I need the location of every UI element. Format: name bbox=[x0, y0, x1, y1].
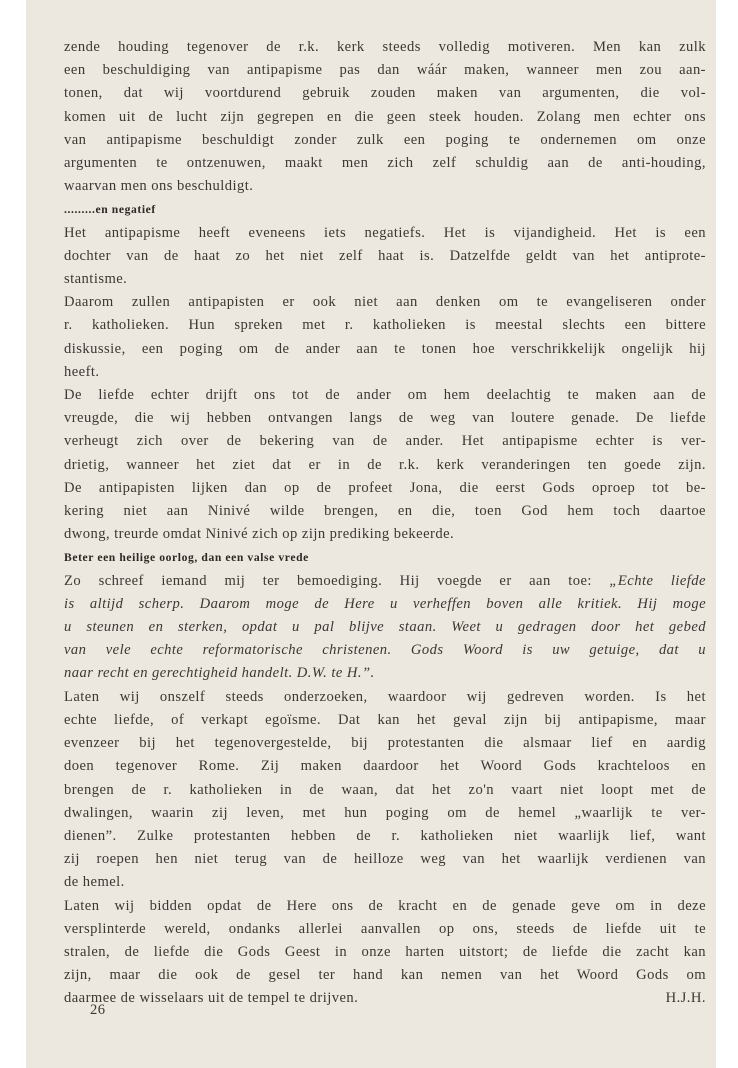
text-line bbox=[64, 616, 706, 639]
paragraph-oorlog-1 bbox=[64, 570, 706, 686]
text-line: Daarom zullen antipapisten er ook niet aan denken om te evangeliseren onder bbox=[64, 294, 706, 311]
text-line: argumenten te ontzenuwen, maakt men zich zelf schuldig aan de anti-houding, bbox=[64, 155, 706, 172]
text-line: brengen de r. katholieken in de waan, dat het zo'n vaart niet loopt met de bbox=[64, 781, 706, 798]
text-line: diskussie, een poging om de ander aan te tonen hoe verschrikkelijk ongelijk hij bbox=[64, 340, 706, 357]
intro-paragraph bbox=[64, 36, 706, 198]
text-line: heeft. bbox=[64, 363, 100, 380]
page-number: 26 bbox=[90, 1002, 106, 1018]
text-line: De liefde echter drijft ons tot de ander om hem deelachtig te maken aan de bbox=[64, 387, 706, 404]
text-line: stantisme. bbox=[64, 271, 128, 288]
text-line: r. katholieken. Hun spreken met r. katholieken is meestal slechts een bittere bbox=[64, 317, 706, 334]
paragraph-negatief-1 bbox=[64, 222, 706, 292]
author-signature: H.J.H. bbox=[665, 990, 706, 1007]
quote-line: is altijd scherp. Daarom moge de Here u verheffen boven alle kritiek. Hij moge bbox=[64, 595, 706, 612]
text-line: kering niet aan Ninivé wilde brengen, en die, toen God hem toch daartoe bbox=[64, 503, 706, 520]
text-line: stralen, de liefde die Gods Geest in onze harten uitstort; de liefde die zacht kan bbox=[64, 943, 706, 960]
text-line: dienen”. Zulke protestanten hebben de r. katholieken niet waarlijk lief, want bbox=[64, 827, 706, 844]
text-line: echte liefde, of verkapt egoïsme. Dat kan het geval zijn bij antipapisme, maar bbox=[64, 711, 706, 728]
quote-line: van vele echte reformatorische christenen. Gods Woord is uw getuige, dat u bbox=[64, 642, 706, 659]
quote-line: naar recht en gerechtigheid handelt. D.W. te H.”. bbox=[64, 665, 375, 682]
quote-line: u steunen en sterken, opdat u pal blijve staan. Weet u gedragen door het gebed bbox=[64, 619, 706, 636]
text-line: drietig, wanneer het ziet dat er in de r.k. kerk veranderingen ten goede zijn. bbox=[64, 456, 706, 473]
text-line bbox=[64, 639, 706, 662]
text-line: Laten wij bidden opdat de Here ons de kracht en de genade geve om in deze bbox=[64, 897, 706, 914]
article-body bbox=[64, 36, 706, 1011]
quote-intro: Zo schreef iemand mij ter bemoediging. Hij voegde er aan toe: bbox=[64, 572, 610, 589]
text-line: zijn, maar die ook de gesel ter hand kan nemen van het Woord Gods om bbox=[64, 967, 706, 984]
text-line: zende houding tegenover de r.k. kerk steeds volledig motiveren. Men kan zulk bbox=[64, 39, 706, 55]
text-line: versplinterde wereld, ondanks allerlei aanvallen op ons, steeds de liefde uit te bbox=[64, 920, 706, 937]
text-line: doen tegenover Rome. Zij maken daardoor het Woord Gods krachteloos en bbox=[64, 758, 706, 775]
text-line: tonen, dat wij voortdurend gebruik zouden maken van argumenten, die vol- bbox=[64, 85, 706, 102]
text-line: dwalingen, waarin zij leven, met hun poging om de hemel „waarlijk te ver- bbox=[64, 804, 706, 821]
text-line: verheugt zich over de bekering van de ander. Het antipapisme echter is ver- bbox=[64, 433, 706, 450]
text-line bbox=[64, 593, 706, 616]
text-line: dwong, treurde omdat Ninivé zich op zijn prediking bekeerde. bbox=[64, 526, 455, 543]
text-line: zij roepen hen niet terug van de heilloze weg van het waarlijk verdienen van bbox=[64, 851, 706, 868]
text-line bbox=[64, 662, 706, 685]
paragraph-negatief-2 bbox=[64, 291, 706, 384]
text-line bbox=[64, 570, 706, 593]
text-line: waarvan men ons beschuldigt. bbox=[64, 178, 254, 195]
text-line: een beschuldiging van antipapisme pas dan wáár maken, wanneer men zou aan- bbox=[64, 62, 706, 79]
text-line: Laten wij onszelf steeds onderzoeken, waardoor wij gedreven worden. Is het bbox=[64, 688, 706, 705]
text-line: De antipapisten lijken dan op de profeet Jona, die eerst Gods oproep tot be- bbox=[64, 479, 706, 496]
text-line: evenzeer bij het tegenovergestelde, bij protestanten die alsmaar lief en aardig bbox=[64, 735, 706, 752]
section-heading-negatief: .........en negatief bbox=[64, 203, 156, 217]
paragraph-oorlog-3 bbox=[64, 895, 706, 1011]
text-line: komen uit de lucht zijn gegrepen en die geen steek houden. Zolang men echter ons bbox=[64, 108, 706, 125]
text-line: de hemel. bbox=[64, 874, 125, 891]
text-line: Het antipapisme heeft eveneens iets negatiefs. Het is vijandigheid. Het is een bbox=[64, 224, 706, 241]
section-heading-oorlog: Beter een heilige oorlog, dan een valse vrede bbox=[64, 551, 309, 565]
quote-start: „Echte liefde bbox=[609, 572, 706, 589]
paragraph-oorlog-2 bbox=[64, 686, 706, 895]
text-line: vreugde, die wij hebben ontvangen langs de weg van loutere genade. De liefde bbox=[64, 410, 706, 427]
text-line: daarmee de wisselaars uit de tempel te drijven. bbox=[64, 990, 359, 1007]
paragraph-negatief-3 bbox=[64, 384, 706, 546]
closing-line bbox=[64, 987, 706, 1010]
text-line: dochter van de haat zo het niet zelf haat is. Datzelfde geldt van het antiprote- bbox=[64, 247, 706, 264]
text-line: van antipapisme beschuldigt zonder zulk een poging te ondernemen om onze bbox=[64, 131, 706, 148]
